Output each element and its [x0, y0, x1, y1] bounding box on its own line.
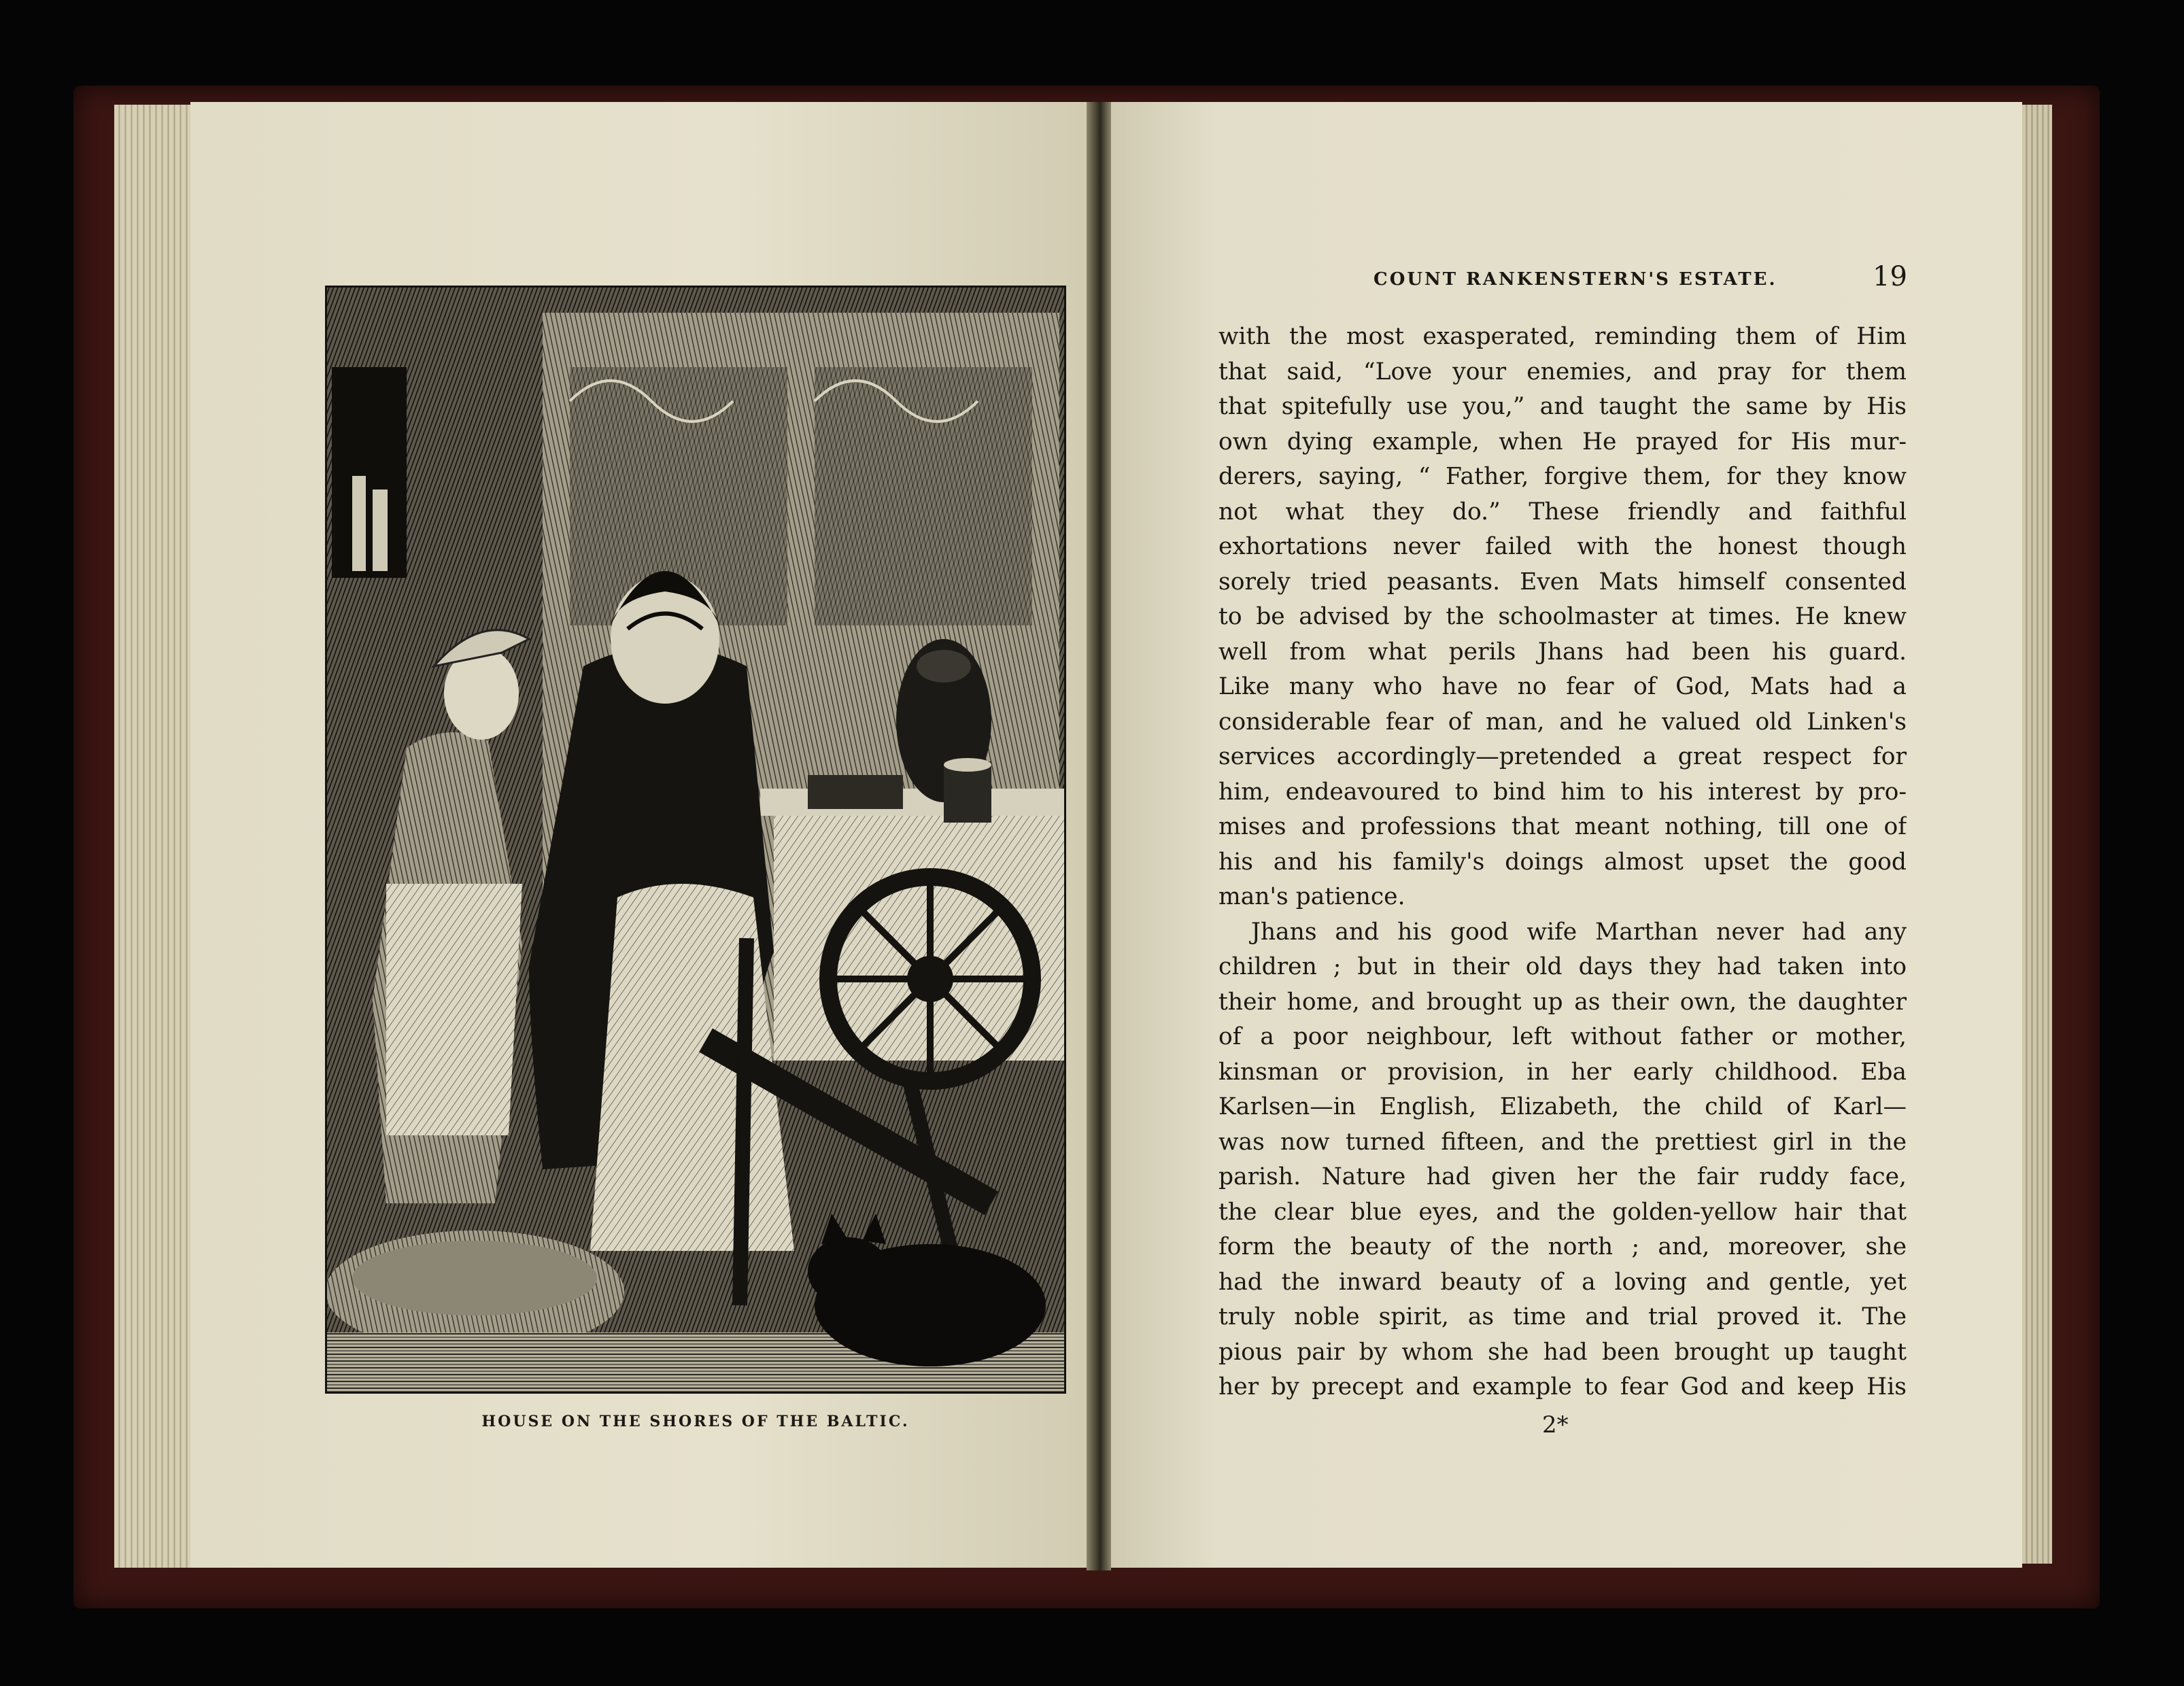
text-line: pious pair by whom she had been brought up taught [1218, 1338, 1907, 1366]
text-line: him, endeavoured to bind him to his interest by pro- [1218, 778, 1907, 806]
text-line: mises and professions that meant nothing, till one of [1218, 813, 1907, 840]
text-line: to be advised by the schoolmaster at times. He knew [1218, 603, 1907, 630]
text-line: considerable fear of man, and he valued old Linken's [1218, 708, 1907, 736]
book-gutter [1087, 102, 1111, 1570]
text-line: children ; but in their old days they had taken into [1218, 953, 1907, 980]
running-head: COUNT RANKENSTERN'S ESTATE. [1373, 269, 1777, 290]
text-line: her by precept and example to fear God and keep His [1218, 1373, 1907, 1400]
text-line: that spitefully use you,” and taught the same by His [1218, 393, 1907, 420]
text-line: with the most exasperated, reminding them of Him [1218, 323, 1907, 350]
text-line: kinsman or provision, in her early childhood. Eba [1218, 1058, 1907, 1086]
text-line: exhortations never failed with the honest though [1218, 533, 1907, 560]
text-line: Like many who have no fear of God, Mats had a [1218, 673, 1907, 700]
text-line: of a poor neighbour, left without father or mother, [1218, 1023, 1907, 1050]
engraving-illustration [325, 286, 1066, 1394]
text-line: man's patience. [1218, 883, 1405, 910]
text-line: well from what perils Jhans had been his guard. [1218, 638, 1907, 666]
text-line: not what they do.” These friendly and faithful [1218, 498, 1907, 526]
page-number: 19 [1873, 261, 1907, 292]
text-line: the clear blue eyes, and the golden-yellow hair that [1218, 1198, 1907, 1226]
illustration-caption: HOUSE ON THE SHORES OF THE BALTIC. [481, 1413, 910, 1430]
signature-mark: 2* [1542, 1411, 1569, 1439]
text-line: his and his family's doings almost upset the good [1218, 848, 1907, 876]
text-line: was now turned fifteen, and the prettiest girl in the [1218, 1128, 1907, 1156]
text-line: Karlsen—in English, Elizabeth, the child of Karl— [1218, 1093, 1907, 1120]
text-line: their home, and brought up as their own, the daughter [1218, 988, 1907, 1016]
text-line: parish. Nature had given her the fair ruddy face, [1218, 1163, 1907, 1190]
text-line: truly noble spirit, as time and trial proved it. The [1218, 1303, 1907, 1330]
text-line: Jhans and his good wife Marthan never had any [1251, 918, 1907, 946]
text-line: form the beauty of the north ; and, moreover, she [1218, 1233, 1907, 1260]
text-line: had the inward beauty of a loving and gentle, yet [1218, 1268, 1907, 1296]
text-line: own dying example, when He prayed for His mur- [1218, 428, 1907, 455]
text-line: sorely tried peasants. Even Mats himself consented [1218, 568, 1907, 596]
text-line: derers, saying, “ Father, forgive them, for they know [1218, 463, 1907, 490]
text-line: services accordingly—pretended a great respect for [1218, 743, 1907, 770]
body-text [1218, 320, 1907, 1405]
text-line: that said, “Love your enemies, and pray for them [1218, 358, 1907, 385]
